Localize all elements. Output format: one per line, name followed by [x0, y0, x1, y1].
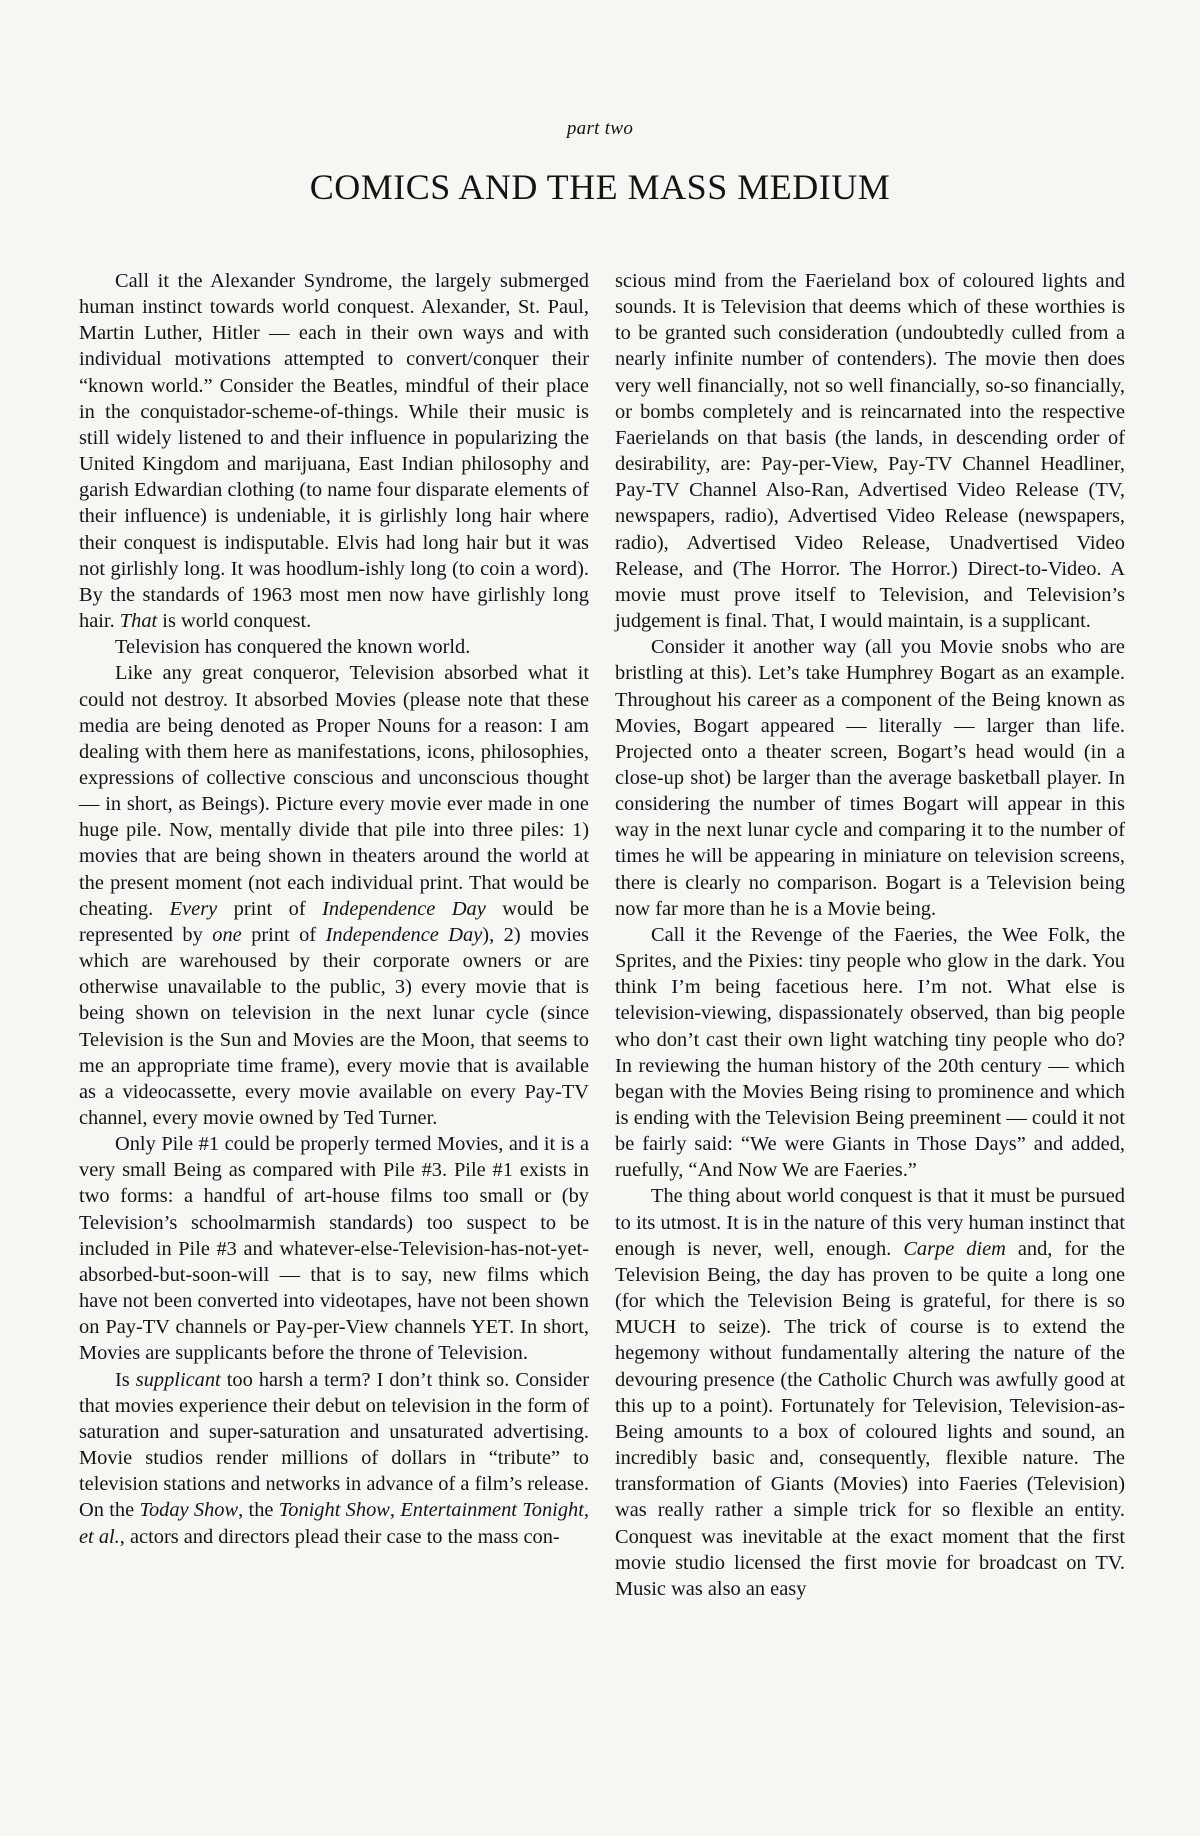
paragraph: Only Pile #1 could be properly termed Movies, and it is a very small Being as compared with Pile #3. Pile #1 exists in two forms: a handful of art-house films too small or (by Television’s schoolmarmish standards) too suspect to be included in Pile #3 and whatever-else-Television-has-not-yet-absorbed-but-soon-will — that is to say, new films which have not been converted into videotapes, have not been shown on Pay-TV channels or Pay-per-View channels YET. In short, Movies are supplicants before the throne of Television. [79, 1133, 589, 1365]
paragraph: Consider it another way (all you Movie snobs who are bristling at this). Let’s take Humphrey Bogart as an example. Throughout his career as a component of the Being known as Movies, Bogart appeared — literally — larger than life. Projected onto a theater screen, Bogart’s head would (in a close-up shot) be larger than the average basketball player. In considering the number of times Bogart will appear in this way in the next lunar cycle and comparing it to the number of times he will be appearing in miniature on television screens, there is clearly no comparison. Bogart is a Television being now far more than he is a Movie being. [615, 636, 1125, 920]
paragraph: Like any great conqueror, Television absorbed what it could not destroy. It absorbed Movies (please note that these media are being denoted as Proper Nouns for a reason: I am dealing with them here as manifestations, icons, philosophies, expressions of collective conscious and unconscious thought — in short, as Beings). Picture every movie ever made in one huge pile. Now, mentally divide that pile into three piles: 1) movies that are being shown in theaters around the world at the present moment (not each individual print. That would be cheating. Every print of Independence Day would be represented by one print of Independence Day), 2) movies which are warehoused by their corporate owners or are otherwise unavailable to the public, 3) every movie that is being shown on television in the next lunar cycle (since Television is the Sun and Movies are the Moon, that seems to me an appropriate time frame), every movie that is available as a videocassette, every movie available on every Pay-TV channel, every movie owned by Ted Turner. [79, 662, 589, 1129]
paragraph: Television has conquered the known world. [115, 636, 471, 659]
paragraph: Is supplicant too harsh a term? I don’t think so. Consider that movies experience their debut on television in the form of saturation and super-saturation and unsaturated advertising. Movie studios render millions of dollars in “tribute” to television stations and networks in advance of a film’s release. On the Today Show, the Tonight Show, Entertainment Tonight, et al., actors and directors plead their case to the mass con- [79, 1368, 589, 1548]
left-column [79, 268, 589, 1550]
paragraph: Call it the Revenge of the Faeries, the Wee Folk, the Sprites, and the Pixies: tiny people who glow in the dark. You think I’m being facetious here. I’m not. What else is television-viewing, dispassionately observed, than big people who don’t cast their own light watching tiny people who do? In reviewing the human history of the 20th century — which began with the Movies Being rising to prominence and which is ending with the Television Being preeminent — could it not be fairly said: “We were Giants in Those Days” and added, ruefully, “And Now We are Faeries.” [615, 923, 1125, 1182]
paragraph: Call it the Alexander Syndrome, the largely submerged human instinct towards world conquest. Alexander, St. Paul, Martin Luther, Hitler — each in their own ways and with individual motivations attempted to convert/conquer their “known world.” Consider the Beatles, mindful of their place in the conquistador-scheme-of-things. While their music is still widely listened to and their influence in popularizing the United Kingdom and marijuana, East Indian philosophy and garish Edwardian clothing (to name four disparate elements of their influence) is undeniable, it is girlishly long hair where their conquest is indisputable. Elvis had long hair but it was not girlishly long. It was hoodlum-ishly long (to coin a word). By the standards of 1963 most men now have girlishly long hair. That is world conquest. [79, 270, 589, 633]
right-column [615, 268, 1125, 1602]
chapter-title: COMICS AND THE MASS MEDIUM [309, 167, 891, 207]
part-label: part two [566, 118, 634, 139]
paragraph: The thing about world conquest is that it must be pursued to its utmost. It is in the nature of this very human instinct that enough is never, well, enough. Carpe diem and, for the Television Being, the day has proven to be quite a long one (for which the Television Being is grateful, for there is so MUCH to seize). The trick of course is to extend the hegemony without fundamentally altering the nature of the devouring presence (the Catholic Church was awfully good at this up to a point). Fortunately for Television, Television-as-Being amounts to a box of coloured lights and sound, an incredibly basic and, consequently, flexible nature. The transformation of Giants (Movies) into Faeries (Television) was really rather a simple trick for so flexible an entity. Conquest was inevitable at the exact moment that the first movie studio licensed the first movie for broadcast on TV. Music was also an easy [615, 1185, 1125, 1600]
paragraph: scious mind from the Faerieland box of coloured lights and sounds. It is Television that deems which of these worthies is to be granted such consideration (undoubtedly culled from a nearly infinite number of contenders). The movie then does very well financially, not so well financially, so-so financially, or bombs completely and is reincarnated into the respective Faerielands on that basis (the lands, in descending order of desirability, are: Pay-per-View, Pay-TV Channel Headliner, Pay-TV Channel Also-Ran, Advertised Video Release (TV, newspapers, radio), Advertised Video Release (newspapers, radio), Advertised Video Release, Unadvertised Video Release, and (The Horror. The Horror.) Direct-to-Video. A movie must prove itself to Television, and Television’s judgement is final. That, I would maintain, is a supplicant. [615, 270, 1125, 633]
